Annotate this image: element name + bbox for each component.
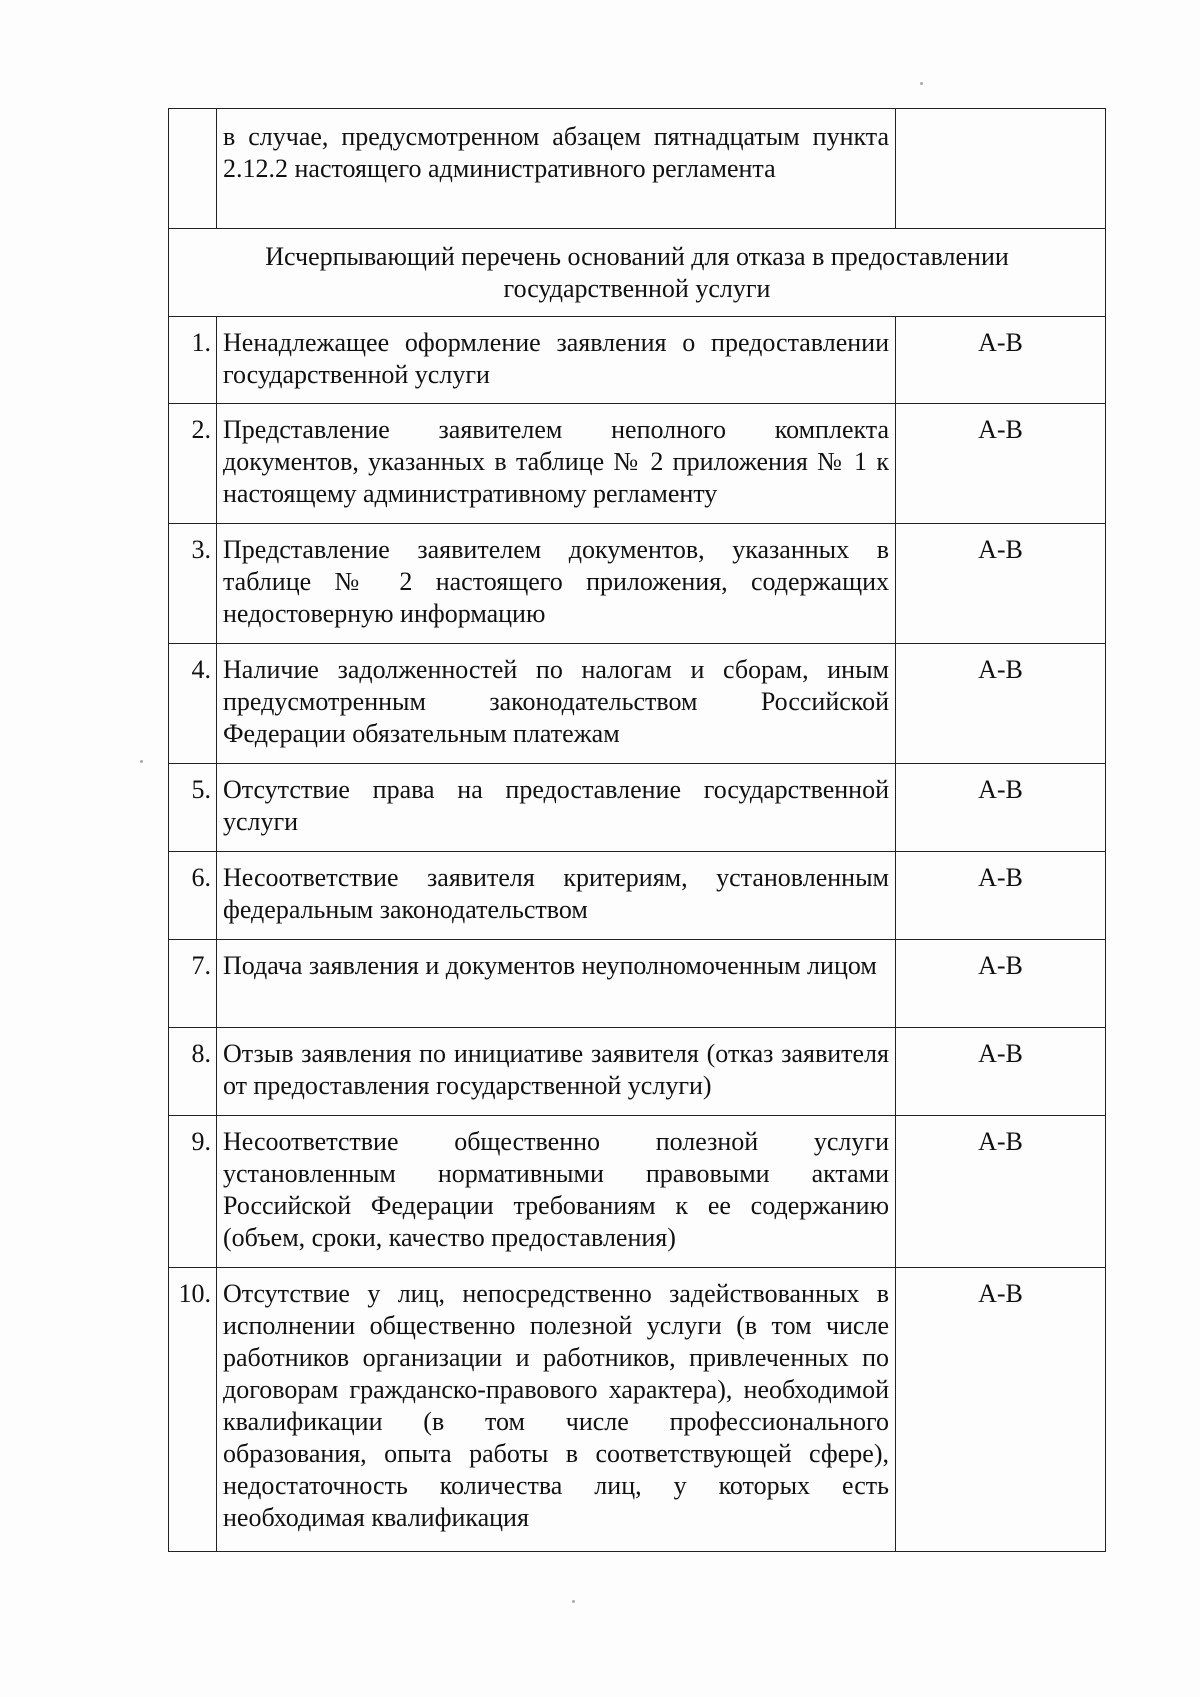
table-row	[169, 1268, 1106, 1552]
row-code: А-В	[896, 1028, 1106, 1116]
section-header-row	[169, 229, 1106, 317]
table-row	[169, 940, 1106, 1028]
continuation-text: в случае, предусмотренном абзацем пятнадцатым пункта 2.12.2 настоящего административного регламента	[217, 109, 896, 229]
row-number: 6.	[169, 852, 217, 940]
row-code: А-В	[896, 1268, 1106, 1552]
row-number: 8.	[169, 1028, 217, 1116]
row-text: Наличие задолженностей по налогам и сборам, иным предусмотренным законодательством Российской Федерации обязательным платежам	[217, 644, 896, 764]
row-text: Отзыв заявления по инициативе заявителя (отказ заявителя от предоставления государственной услуги)	[217, 1028, 896, 1116]
table-row	[169, 317, 1106, 404]
row-number: 5.	[169, 764, 217, 852]
row-text: Несоответствие заявителя критериям, установленным федеральным законодательством	[217, 852, 896, 940]
row-code: А-В	[896, 940, 1106, 1028]
row-code: А-В	[896, 764, 1106, 852]
row-code: А-В	[896, 644, 1106, 764]
row-number: 2.	[169, 404, 217, 524]
table-row	[169, 852, 1106, 940]
table-row	[169, 524, 1106, 644]
row-text: Ненадлежащее оформление заявления о предоставлении государственной услуги	[217, 317, 896, 404]
row-code: А-В	[896, 317, 1106, 404]
row-number: 9.	[169, 1116, 217, 1268]
grounds-table	[168, 108, 1106, 1552]
row-text: Отсутствие у лиц, непосредственно задействованных в исполнении общественно полезной услуги (в том числе работников организации и работников, привлеченных по договорам гражданско-правового характера), необходимой квалификации (в том числе профессионального образования, опыта работы в соответствующей сфере), недостаточность количества лиц, у которых есть необходимая квалификация	[217, 1268, 896, 1552]
row-text: Представление заявителем документов, указанных в таблице № 2 настоящего приложения, содержащих недостоверную информацию	[217, 524, 896, 644]
row-code: А-В	[896, 524, 1106, 644]
table-row	[169, 1028, 1106, 1116]
row-number: 7.	[169, 940, 217, 1028]
row-number: 10.	[169, 1268, 217, 1552]
row-text: Представление заявителем неполного комплекта документов, указанных в таблице № 2 приложения № 1 к настоящему административному регламенту	[217, 404, 896, 524]
scan-speck	[572, 1600, 575, 1603]
row-text: Отсутствие права на предоставление государственной услуги	[217, 764, 896, 852]
row-number: 1.	[169, 317, 217, 404]
table-row	[169, 404, 1106, 524]
table-row	[169, 764, 1106, 852]
continuation-row	[169, 109, 1106, 229]
row-text: Подача заявления и документов неуполномоченным лицом	[217, 940, 896, 1028]
continuation-num-cell	[169, 109, 217, 229]
row-text: Несоответствие общественно полезной услуги установленным нормативными правовыми актами Российской Федерации требованиям к ее содержанию (объем, сроки, качество предоставления)	[217, 1116, 896, 1268]
row-code: А-В	[896, 852, 1106, 940]
scan-speck	[140, 760, 143, 763]
row-code: А-В	[896, 404, 1106, 524]
row-number: 3.	[169, 524, 217, 644]
scan-speck	[920, 82, 923, 85]
continuation-code-cell	[896, 109, 1106, 229]
section-title: Исчерпывающий перечень оснований для отказа в предоставлении государственной услуги	[169, 229, 1106, 317]
table-row	[169, 644, 1106, 764]
row-number: 4.	[169, 644, 217, 764]
row-code: А-В	[896, 1116, 1106, 1268]
table-row	[169, 1116, 1106, 1268]
